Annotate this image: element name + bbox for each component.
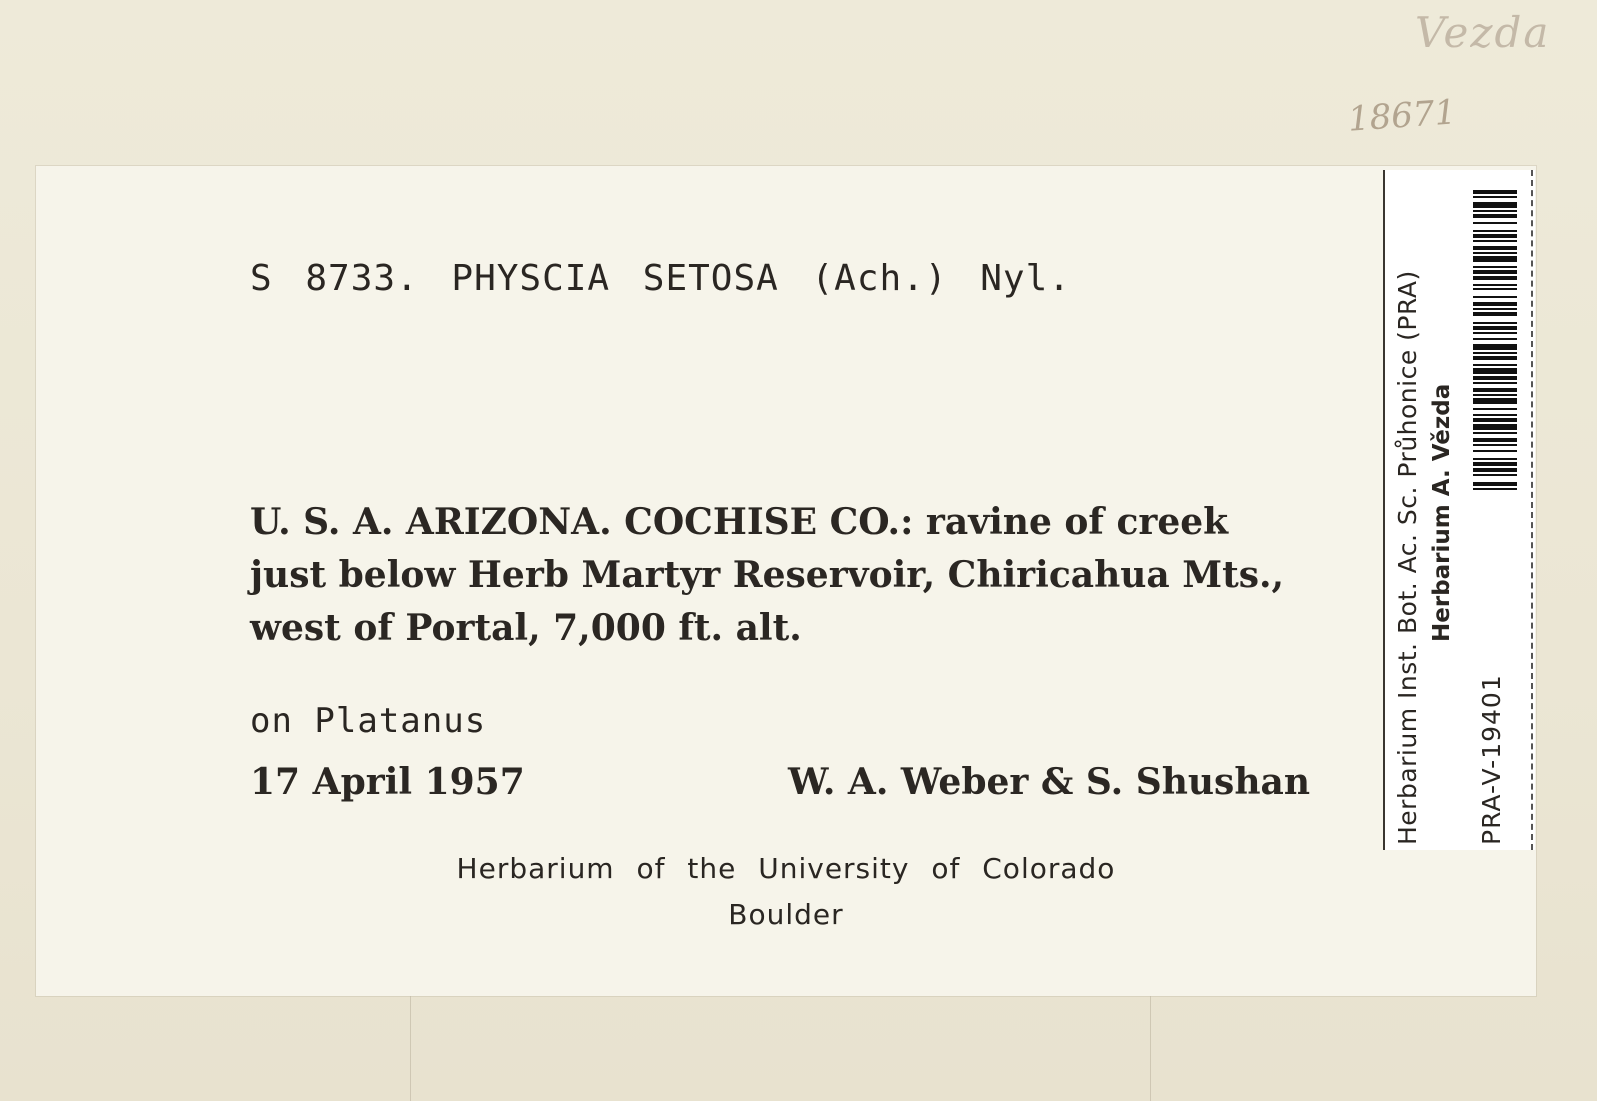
- institution-name: Herbarium of the University of Colorado: [456, 852, 1116, 885]
- locality-line: west of Portal, 7,000 ft. alt.: [250, 607, 802, 649]
- barcode-bar: [1473, 308, 1517, 310]
- barcode-bar: [1473, 344, 1517, 350]
- barcode-bar: [1473, 338, 1517, 340]
- barcode-bar: [1473, 364, 1517, 366]
- specimen-number-and-name: S 8733. PHYSCIA SETOSA (Ach.) Nyl.: [250, 258, 1071, 299]
- barcode-bar: [1473, 356, 1517, 360]
- barcode-bar: [1473, 352, 1517, 354]
- barcode-bar: [1473, 432, 1517, 434]
- locality-line: U. S. A. ARIZONA. COCHISE CO.: ravine of creek: [250, 501, 1229, 543]
- barcode-bar: [1473, 332, 1517, 334]
- barcode-bar: [1473, 240, 1517, 242]
- barcode-bar: [1473, 288, 1517, 290]
- barcode-bar: [1473, 296, 1517, 298]
- institution-block: [36, 846, 1536, 938]
- barcode-bar: [1473, 408, 1517, 410]
- handwritten-collector-name: Vezda: [1415, 8, 1551, 57]
- barcode-bar: [1473, 246, 1517, 250]
- barcode-bar: [1473, 210, 1517, 212]
- barcode-bar: [1473, 488, 1517, 490]
- paper-fold-line: [410, 996, 411, 1101]
- specimen-label: [36, 166, 1536, 996]
- barcode-bar: [1473, 214, 1517, 218]
- barcode-bar: [1473, 284, 1517, 286]
- barcode-bar: [1473, 418, 1517, 422]
- substrate-text: on Platanus: [250, 701, 487, 741]
- barcode-bar: [1473, 458, 1517, 460]
- barcode-bar: [1473, 368, 1517, 374]
- barcode-bar: [1473, 202, 1517, 208]
- barcode-bar: [1473, 438, 1517, 442]
- barcode-bar: [1473, 196, 1517, 198]
- institution-city: Boulder: [728, 898, 844, 931]
- barcode-bar: [1473, 270, 1517, 274]
- barcode-institution-text: Herbarium Inst. Bot. Ac. Sc. Průhonice (PRA): [1393, 270, 1422, 845]
- locality-block: [250, 496, 1330, 655]
- barcode-bar: [1473, 252, 1517, 254]
- barcode-bar: [1473, 276, 1517, 280]
- barcode-bar: [1473, 450, 1517, 452]
- handwritten-number: 18671: [1346, 92, 1458, 140]
- barcode-bar: [1473, 190, 1517, 194]
- barcode-bar: [1473, 266, 1517, 268]
- barcode-bar: [1473, 230, 1517, 232]
- barcode-bar: [1473, 394, 1517, 396]
- barcode-bar: [1473, 414, 1517, 416]
- paper-fold-line: [1150, 996, 1151, 1101]
- specimen-id-text: PRA-V-19401: [1477, 674, 1506, 845]
- barcode-collection-text: Herbarium A. Vězda: [1429, 383, 1455, 642]
- barcode-image: [1473, 190, 1517, 622]
- barcode-bar: [1473, 326, 1517, 330]
- barcode-bar: [1473, 468, 1517, 472]
- barcode-label: [1383, 170, 1535, 850]
- barcode-bar: [1473, 474, 1517, 476]
- barcode-bar: [1473, 256, 1517, 262]
- barcode-bar: [1473, 322, 1517, 324]
- barcode-bar: [1473, 312, 1517, 316]
- barcode-bar: [1473, 222, 1517, 224]
- dashed-edge: [1531, 170, 1533, 850]
- barcode-bar: [1473, 462, 1517, 466]
- barcode-bar: [1473, 388, 1517, 392]
- barcode-bar: [1473, 376, 1517, 380]
- collectors-text: W. A. Weber & S. Shushan: [788, 761, 1310, 803]
- barcode-bar: [1473, 482, 1517, 486]
- barcode-bar: [1473, 382, 1517, 384]
- locality-line: just below Herb Martyr Reservoir, Chiricahua Mts.,: [250, 554, 1285, 596]
- barcode-bar: [1473, 302, 1517, 306]
- barcode-bar: [1473, 398, 1517, 404]
- barcode-bar: [1473, 234, 1517, 238]
- barcode-bar: [1473, 424, 1517, 430]
- barcode-bar: [1473, 444, 1517, 446]
- collection-date: 17 April 1957: [250, 761, 525, 803]
